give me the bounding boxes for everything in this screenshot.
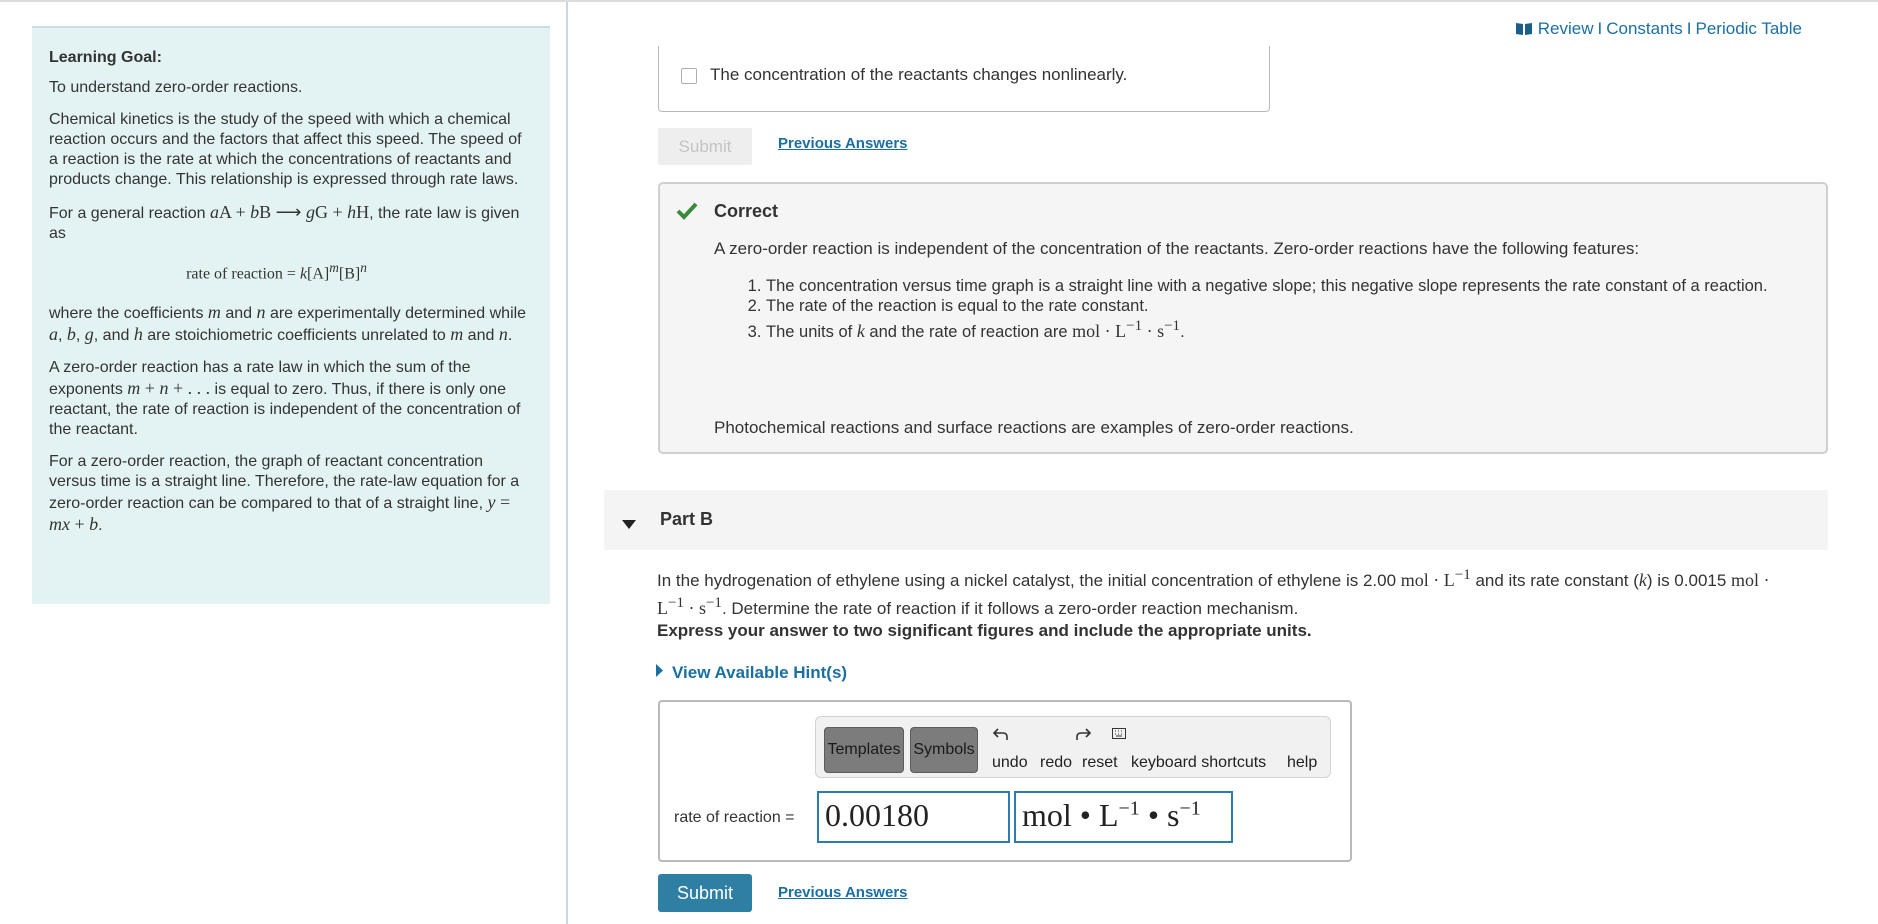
part-b-previous-answers-link[interactable]: Previous Answers (778, 884, 908, 901)
rate-law-equation: rate of reaction = $k[A]^m[B]^n$ (186, 260, 367, 283)
coef-text-g: . (507, 327, 513, 345)
answer-unit-input[interactable] (1014, 791, 1233, 843)
general-reaction-paragraph (49, 202, 534, 244)
hints-label: View Available Hint(s) (672, 663, 848, 682)
general-reaction-post: , the rate law is given as (49, 205, 520, 242)
part-b-submit-button[interactable]: Submit (658, 874, 752, 912)
coef-text-b: and (220, 305, 257, 323)
coef-text-d: , and (93, 327, 134, 345)
question-text-c: ) is 0.0015 (1646, 571, 1732, 590)
templates-button[interactable]: Templates (824, 727, 904, 773)
straight-line-pre: For a zero-order reaction, the graph of reactant concentration versus time is a straight line. Therefore, the rate-law equation for a zero-order reaction can be compared to that of a straight line, (49, 453, 520, 513)
learning-goal-panel (32, 26, 550, 604)
undo-label[interactable]: undo (992, 754, 1028, 771)
checkmark-icon (676, 202, 698, 225)
option-label: The concentration of the reactants changes nonlinearly. (710, 65, 1128, 84)
answer-value-input[interactable]: 0.00180 (817, 791, 1010, 843)
link-separator: I (1686, 19, 1692, 38)
symbols-button[interactable]: Symbols (910, 727, 978, 773)
unit-exponent: −1 (1118, 797, 1140, 820)
correct-feedback-box (658, 182, 1828, 454)
part-b-header[interactable] (604, 490, 1828, 550)
feature-item-3-mid: and the rate of reaction are (864, 323, 1073, 341)
math-toolbar (815, 716, 1331, 778)
redo-icon[interactable] (1076, 727, 1092, 746)
keyboard-shortcuts-label[interactable]: keyboard shortcuts (1131, 754, 1267, 771)
coefficients-paragraph: where the coefficients m and n are experimentally determined while a, b, g, and h are stoichiometric coefficients unrelated to m and n. (49, 302, 527, 345)
part-b-title: Part B (660, 509, 714, 529)
feature-item: 3. The units of k and the rate of reaction are mol · $L^{-1} \cdot s^{-1}$. (766, 316, 1806, 342)
general-reaction-pre: For a general reaction (49, 205, 210, 222)
keyboard-icon[interactable] (1112, 726, 1126, 744)
review-link[interactable]: Review (1537, 19, 1594, 38)
straight-line-paragraph: For a zero-order reaction, the graph of reactant concentration versus time is a straight line. Therefore, the rate-law equation for a zero-order reaction can be compared to that of a straight line, y = mx + b. (49, 453, 520, 535)
answer-instruction: Express your answer to two significant figures and include the appropriate units. (657, 621, 1312, 640)
option-checkbox[interactable] (681, 68, 697, 84)
coef-text-f: and (463, 327, 499, 345)
caret-right-icon (656, 662, 663, 682)
answer-entry-box (658, 700, 1352, 862)
periodic-table-link[interactable]: Periodic Table (1695, 19, 1802, 38)
book-icon (1516, 20, 1532, 40)
reset-label[interactable]: reset (1082, 754, 1118, 771)
feature-item: 1. The concentration versus time graph is a straight line with a negative slope; this negative slope represents the rate constant of a reaction. (766, 276, 1806, 296)
intro-paragraph: Chemical kinetics is the study of the speed with which a chemical reaction occurs and the factors that affect this speed. The speed of a reaction is the rate at which the concentrations of reactants and products change. This relationship is expressed through rate laws. (49, 111, 522, 188)
feedback-title: Correct (714, 201, 779, 221)
view-hints-link[interactable] (656, 662, 847, 683)
unit-exponent: −1 (1179, 797, 1201, 820)
rate-law-label: rate of reaction (186, 265, 283, 283)
unit-base: mol • L (1022, 797, 1119, 833)
undo-icon[interactable] (992, 727, 1008, 746)
collapse-caret-icon[interactable] (622, 516, 636, 534)
zero-order-post: is equal to zero. Thus, if there is only one reactant, the rate of reaction is independent of the concentration of the reactant. (49, 381, 521, 439)
unit-separator: • s (1139, 797, 1180, 833)
feedback-outro: Photochemical reactions and surface reactions are examples of zero-order reactions. (714, 418, 1354, 437)
panel-divider (566, 2, 568, 924)
learning-goal-title: Learning Goal: (49, 49, 162, 66)
coef-text-c: are experimentally determined while (265, 305, 527, 323)
straight-line-post: . (98, 517, 103, 535)
feature-list (714, 276, 1806, 342)
answer-label: rate of reaction = (674, 809, 795, 826)
coef-text-a: where the coefficients (49, 305, 208, 323)
question-text-b: and its rate constant ( (1470, 571, 1639, 590)
constants-link[interactable]: Constants (1606, 19, 1683, 38)
feedback-intro: A zero-order reaction is independent of the concentration of the reactants. Zero-order reactions have the following features: (714, 239, 1640, 258)
question-text-d: . Determine the rate of reaction if it follows a zero-order reaction mechanism. (721, 599, 1299, 618)
feature-item: 2. The rate of the reaction is equal to the rate constant. (766, 296, 1806, 316)
question-text-a: In the hydrogenation of ethylene using a nickel catalyst, the initial concentration of ethylene is 2.00 (657, 571, 1401, 590)
coef-text-e: are stoichiometric coefficients unrelated to (142, 327, 451, 345)
part-a-submit-button[interactable]: Submit (658, 128, 752, 165)
redo-label[interactable]: redo (1040, 754, 1073, 771)
zero-order-pre: A zero-order reaction has a rate law in which the sum of the exponents (49, 359, 471, 399)
part-a-previous-answers-link[interactable]: Previous Answers (778, 135, 908, 152)
general-reaction-equation: aA + bB ⟶ gG + hH (209, 202, 370, 222)
help-label[interactable]: help (1287, 754, 1318, 771)
zero-order-paragraph: A zero-order reaction has a rate law in which the sum of the exponents m + n + . . . is equal to zero. Thus, if there is only one reactant, the rate of reaction is independent of the concentration of the reactant. (49, 359, 521, 439)
answer-options-box (658, 46, 1270, 112)
learning-goal-text: To understand zero-order reactions. (49, 79, 303, 96)
feature-item-3-pre: The units of (766, 323, 857, 341)
link-separator: I (1597, 19, 1603, 38)
part-b-question: In the hydrogenation of ethylene using a nickel catalyst, the initial concentration of ethylene is 2.00 mol · $L^{-1}$ and its rate constant (k) is 0.0015 mol · $L^{-1} \cdot s^{-1}$. Determine the rate of reaction if it follows a zero-order reaction mechanism. (657, 567, 1770, 618)
resource-links (1516, 19, 1802, 40)
